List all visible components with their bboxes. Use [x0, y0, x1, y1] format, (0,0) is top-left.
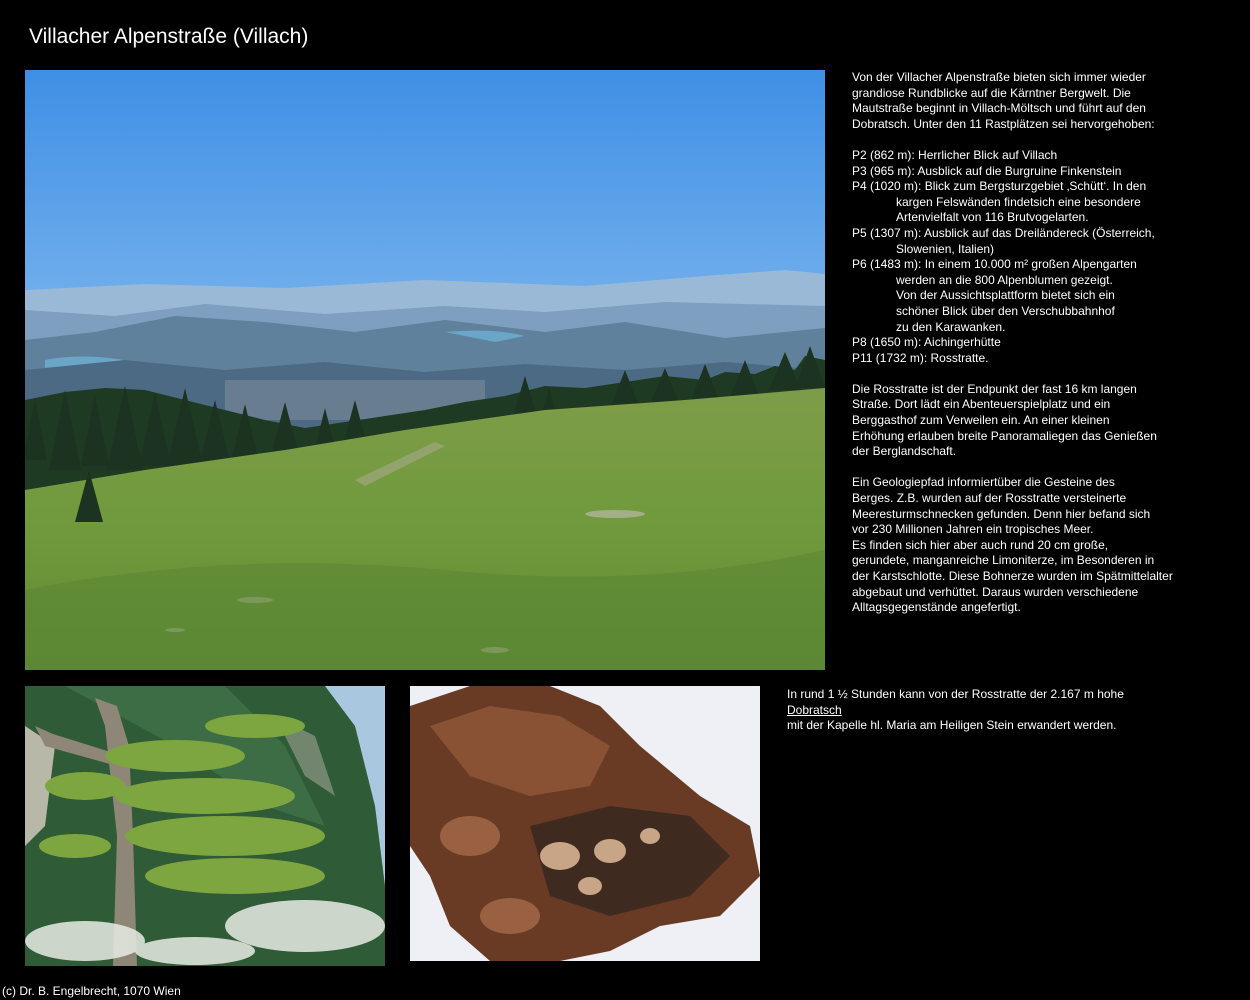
- rosstratte-line: Straße. Dort lädt ein Abenteuerspielplatz und ein: [852, 397, 1111, 412]
- stop-p6-cont: werden an die 800 Alpenblumen gezeigt.: [896, 272, 1113, 287]
- dobratsch-link[interactable]: Dobratsch: [787, 702, 842, 717]
- dobratsch-caption: [787, 687, 1227, 734]
- caption-line: mit der Kapelle hl. Maria am Heiligen Stein erwandert werden.: [787, 718, 1117, 733]
- intro-line: Dobratsch. Unter den 11 Rastplätzen sei hervorgehoben:: [852, 116, 1155, 131]
- geology-line: gerundete, manganreiche Limoniterze, im Besonderen in: [852, 553, 1155, 568]
- stop-p5-cont: Slowenien, Italien): [896, 241, 995, 256]
- geology-line: Berges. Z.B. wurden auf der Rosstratte versteinerte: [852, 491, 1127, 506]
- rosstratte-line: Erhöhung erlauben breite Panoramaliegen das Genießen: [852, 428, 1157, 443]
- stop-p6: P6 (1483 m): In einem 10.000 m² großen Alpengarten: [852, 257, 1137, 272]
- geology-line: Ein Geologiepfad informiertüber die Gesteine des: [852, 475, 1115, 490]
- caption-line: In rund 1 ½ Stunden kann von der Rosstratte der 2.167 m hohe: [787, 687, 1124, 701]
- description-text: [852, 70, 1197, 616]
- stop-p4-cont: Artenvielfalt von 116 Brutvogelarten.: [896, 210, 1089, 225]
- copyright-footer: (c) Dr. B. Engelbrecht, 1070 Wien: [2, 984, 181, 998]
- stop-p8: P8 (1650 m): Aichingerhütte: [852, 335, 1001, 350]
- geology-line: vor 230 Millionen Jahren ein tropisches Meer.: [852, 522, 1094, 537]
- stop-p11: P11 (1732 m): Rosstratte.: [852, 350, 989, 365]
- intro-line: Von der Villacher Alpenstraße bieten sich immer wieder: [852, 70, 1146, 84]
- stop-p4-cont: kargen Felswänden findetsich eine besondere: [896, 194, 1141, 209]
- stop-p6-cont: zu den Karawanken.: [896, 319, 1006, 334]
- stop-p4: P4 (1020 m): Blick zum Bergsturzgebiet ‚Schütt‘. In den: [852, 179, 1147, 194]
- intro-line: grandiose Rundblicke auf die Kärntner Bergwelt. Die: [852, 85, 1131, 100]
- stop-p5: P5 (1307 m): Ausblick auf das Dreiländereck (Österreich,: [852, 225, 1155, 240]
- page-title: Villacher Alpenstraße (Villach): [29, 25, 309, 48]
- stop-p3: P3 (965 m): Ausblick auf die Burgruine Finkenstein: [852, 163, 1122, 178]
- geology-line: Alltagsgegenstände angefertigt.: [852, 600, 1021, 615]
- stop-p2: P2 (862 m): Herrlicher Blick auf Villach: [852, 147, 1058, 162]
- intro-line: Mautstraße beginnt in Villach-Möltsch und führt auf den: [852, 101, 1146, 116]
- rosstratte-line: Die Rosstratte ist der Endpunkt der fast 16 km langen: [852, 381, 1137, 396]
- larch-tree-photo: [25, 686, 385, 966]
- stop-p6-cont: schöner Blick über den Verschubbahnhof: [896, 303, 1115, 318]
- rosstratte-line: der Berglandschaft.: [852, 444, 957, 459]
- geology-line: abgebaut und verhüttet. Daraus wurden verschiedene: [852, 584, 1139, 599]
- limonite-ore-photo: [410, 686, 760, 961]
- rosstratte-line: Berggasthof zum Verweilen ein. An einer kleinen: [852, 413, 1110, 428]
- geology-line: Es finden sich hier aber auch rund 20 cm große,: [852, 537, 1109, 552]
- panorama-photo: [25, 70, 825, 670]
- geology-line: Meeresturmschnecken gefunden. Denn hier befand sich: [852, 506, 1151, 521]
- geology-line: der Karstschlotte. Diese Bohnerze wurden im Spätmittelalter: [852, 569, 1173, 583]
- stop-p6-cont: Von der Aussichtsplattform bietet sich ein: [896, 288, 1115, 303]
